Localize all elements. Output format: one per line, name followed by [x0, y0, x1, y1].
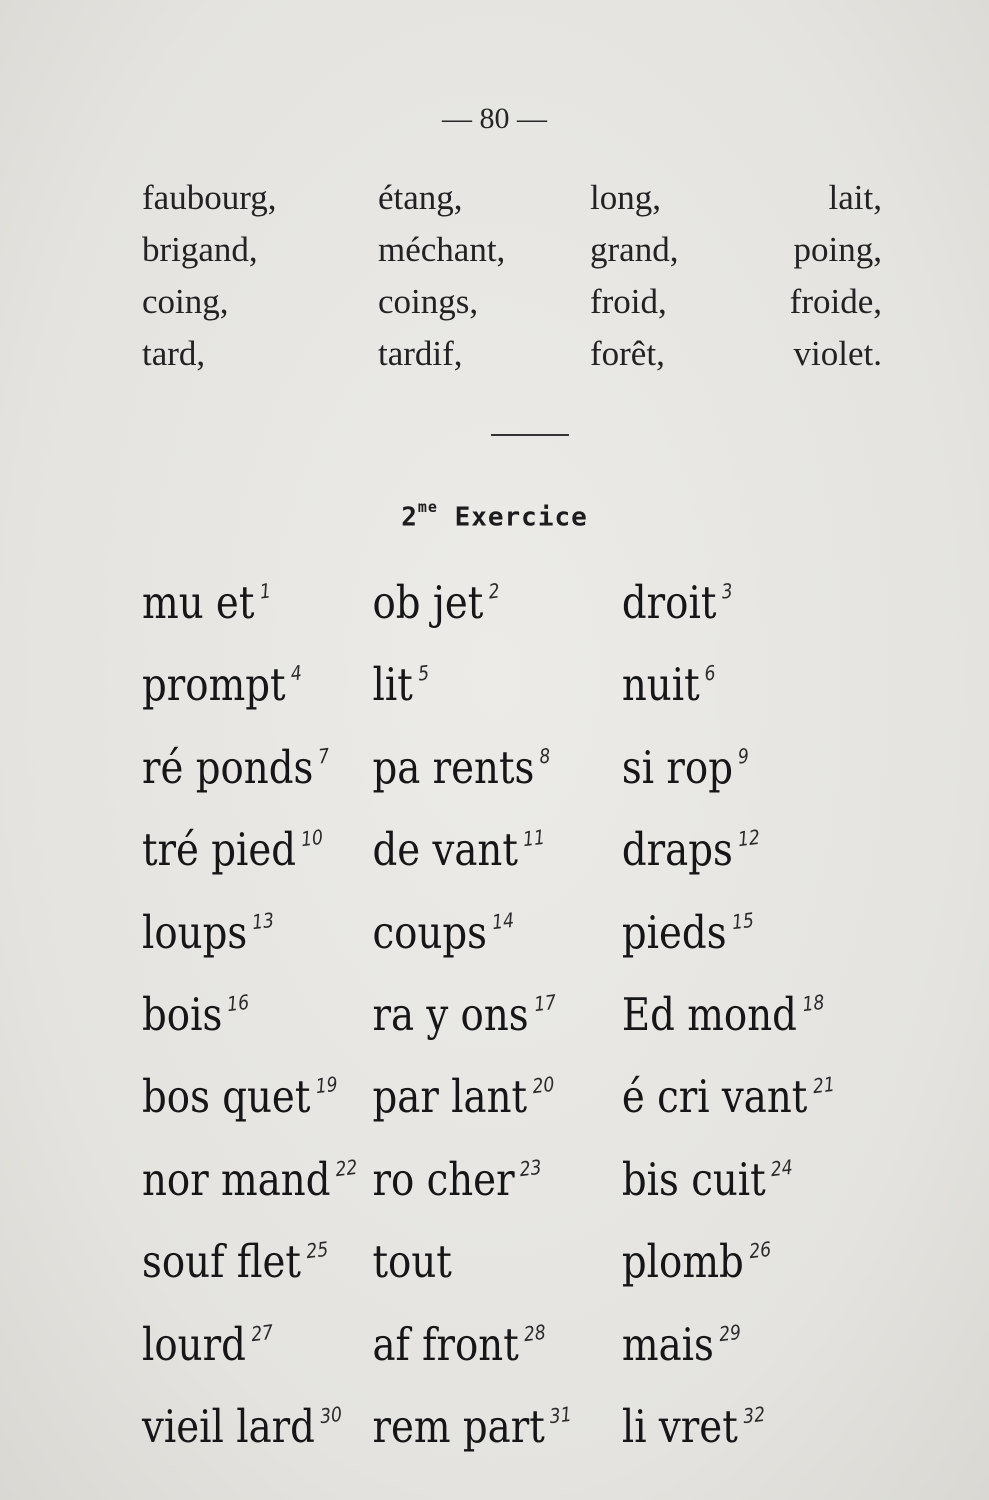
- exercise-word: [372, 1060, 621, 1142]
- exercise-word: [622, 1143, 822, 1225]
- exercise-word: [372, 1390, 621, 1472]
- exercise-word: [622, 1308, 822, 1390]
- exercise-word-text: Ed mond: [621, 988, 797, 1042]
- exercise-word: [372, 566, 621, 648]
- top-word: coing,: [142, 282, 229, 321]
- exercise-word: [142, 566, 372, 648]
- handwritten-number: 25: [305, 1236, 330, 1264]
- handwritten-number: 17: [532, 989, 557, 1017]
- handwritten-number: 18: [801, 989, 825, 1017]
- exercise-word: [372, 896, 621, 978]
- exercise-word: [142, 896, 372, 978]
- handwritten-number: 19: [314, 1072, 339, 1099]
- exercise-word-text: tout: [372, 1235, 452, 1289]
- exercise-word-text: coups: [372, 905, 488, 959]
- exercise-word: [622, 1225, 822, 1307]
- top-word: méchant,: [378, 230, 506, 269]
- handwritten-number: 14: [491, 907, 516, 934]
- handwritten-number: 15: [730, 907, 755, 934]
- exercise-word-text: mais: [621, 1317, 714, 1371]
- exercise-word: [372, 1225, 621, 1307]
- exercise-word-text: ro cher: [372, 1152, 515, 1206]
- exercise-word: [622, 1390, 822, 1472]
- word-list-top: [142, 172, 882, 380]
- handwritten-number: 30: [319, 1401, 343, 1429]
- handwritten-number: 27: [250, 1319, 274, 1346]
- top-word: faubourg,: [142, 178, 277, 217]
- exercise-word-text: lit: [372, 658, 413, 712]
- exercise-word-text: par lant: [372, 1070, 528, 1124]
- exercise-word-text: nor mand: [142, 1152, 331, 1206]
- exercise-word-text: plomb: [621, 1235, 744, 1289]
- top-word: lait,: [828, 178, 882, 217]
- top-word: tardif,: [378, 334, 463, 373]
- exercise-word: [142, 813, 372, 895]
- exercise-word: [621, 1060, 836, 1142]
- exercise-word-text: af front: [372, 1317, 519, 1371]
- exercise-word-text: vieil lard: [142, 1400, 315, 1454]
- exercise-word-text: rem part: [372, 1400, 545, 1454]
- top-word: coings,: [378, 282, 479, 321]
- exercise-word-text: si rop: [621, 740, 733, 794]
- handwritten-number: 8: [538, 743, 552, 769]
- handwritten-number: 16: [226, 989, 251, 1017]
- exercise-word-text: loups: [142, 905, 248, 959]
- exercise-word: [622, 566, 822, 648]
- exercise-word: [142, 1143, 372, 1225]
- exercise-word: [372, 1143, 621, 1225]
- exercise-word: [142, 1060, 372, 1142]
- top-word: brigand,: [142, 230, 258, 269]
- top-word: long,: [590, 178, 661, 217]
- top-word: poing,: [793, 230, 882, 269]
- section-divider: [491, 434, 569, 436]
- handwritten-number: 29: [718, 1319, 742, 1346]
- exercise-word: [622, 648, 822, 730]
- exercise-word: [142, 648, 372, 730]
- exercise-word-text: lourd: [142, 1317, 246, 1371]
- exercise-word-text: draps: [621, 823, 733, 877]
- exercise-word: [372, 648, 621, 730]
- exercise-word: [372, 978, 621, 1060]
- exercise-word: [621, 978, 825, 1060]
- handwritten-number: 22: [334, 1154, 359, 1182]
- top-word: froid,: [590, 282, 667, 321]
- exercise-word: [372, 813, 621, 895]
- handwritten-number: 3: [720, 578, 734, 604]
- handwritten-number: 6: [703, 660, 717, 687]
- handwritten-number: 11: [521, 824, 546, 852]
- top-word: forêt,: [590, 334, 665, 373]
- exercise-word-text: mu et: [142, 576, 255, 629]
- exercise-word-text: prompt: [142, 658, 286, 712]
- handwritten-number: 9: [737, 743, 751, 769]
- handwritten-number: 12: [736, 824, 761, 852]
- handwritten-number: 7: [317, 743, 331, 769]
- exercise-word: [372, 1308, 621, 1390]
- handwritten-number: 21: [811, 1072, 836, 1099]
- exercise-word-text: droit: [621, 576, 717, 629]
- handwritten-number: 24: [769, 1154, 794, 1182]
- exercise-word-text: bos quet: [142, 1070, 311, 1124]
- top-word: grand,: [590, 230, 679, 269]
- exercise-word-text: ré ponds: [142, 740, 314, 794]
- handwritten-number: 23: [518, 1154, 543, 1182]
- handwritten-number: 28: [522, 1319, 547, 1346]
- exercise-word-list: [142, 566, 933, 1472]
- handwritten-number: 10: [300, 824, 325, 852]
- exercise-number-suffix: me: [417, 498, 438, 516]
- exercise-word-text: ob jet: [372, 576, 484, 629]
- page-number: — 80 —: [442, 102, 547, 135]
- handwritten-number: 13: [251, 907, 276, 934]
- handwritten-number: 4: [289, 660, 303, 687]
- handwritten-number: 20: [531, 1072, 556, 1099]
- exercise-word: [372, 731, 621, 813]
- top-word: froide,: [789, 282, 882, 321]
- handwritten-number: 31: [548, 1401, 573, 1429]
- handwritten-number: 2: [487, 578, 501, 604]
- exercise-word-text: pieds: [621, 905, 727, 959]
- handwritten-number: 1: [258, 578, 272, 604]
- exercise-word-text: souf flet: [142, 1235, 301, 1289]
- exercise-word: [142, 1390, 372, 1472]
- handwritten-number: 26: [747, 1236, 772, 1264]
- exercise-word: [622, 731, 822, 813]
- top-word: violet.: [793, 334, 882, 373]
- exercise-word: [622, 896, 822, 978]
- exercise-word-text: pa rents: [372, 740, 535, 794]
- exercise-word-text: é cri vant: [621, 1070, 808, 1124]
- handwritten-number: 5: [416, 660, 430, 687]
- exercise-word: [142, 978, 372, 1060]
- top-word: étang,: [378, 178, 463, 217]
- handwritten-number: 32: [741, 1401, 766, 1429]
- exercise-word-text: ra y ons: [372, 988, 529, 1042]
- exercise-word-text: nuit: [621, 658, 700, 712]
- exercise-heading: [0, 498, 989, 533]
- exercise-word: [142, 731, 372, 813]
- exercise-word: [622, 813, 822, 895]
- exercise-number: 2: [401, 502, 418, 533]
- exercise-label: Exercice: [454, 502, 588, 533]
- exercise-word-text: bis cuit: [621, 1152, 766, 1206]
- exercise-word-text: tré pied: [142, 823, 297, 877]
- exercise-word-text: de vant: [372, 823, 518, 877]
- exercise-word-text: li vret: [621, 1400, 738, 1454]
- top-word: tard,: [142, 334, 206, 373]
- exercise-word-text: bois: [142, 988, 223, 1042]
